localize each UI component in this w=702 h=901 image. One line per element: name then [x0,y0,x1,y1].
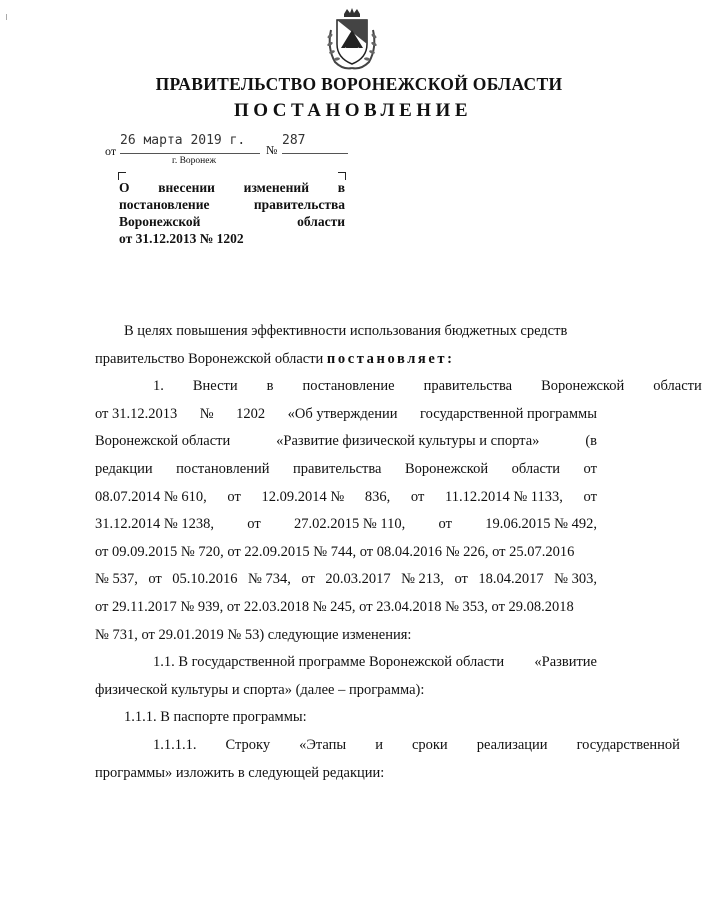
paragraph-1-1-line-2: физической культуры и спорта» (далее – программа): [95,681,425,698]
subject-word: правительства [253,197,345,212]
word: «Развитие физической культуры и спорта» [276,433,540,450]
subject-reference: от 31.12.2013 № 1202 [119,231,244,246]
word: 05.10.2016 [172,571,238,588]
scan-mark [6,14,9,20]
document-date: 26 марта 2019 г. [120,133,260,154]
word: правительства [423,378,513,395]
paragraph-1-line-9: от 29.11.2017 № 939, от 22.03.2018 № 245, от 23.04.2018 № 353, от 29.08.2018 [95,598,574,615]
word: 20.03.2017 [325,571,391,588]
word: 19.06.2015 № 492, [485,516,597,533]
word: № 213, [401,571,444,588]
word: от [583,488,597,505]
word: реализации [476,736,548,753]
word: 31.12.2014 № 1238, [95,516,214,533]
subject-word: внесении [158,180,215,195]
paragraph-1-line-5 [95,484,597,512]
word: постановлений [176,460,270,477]
paragraph-1-1-1-1-line-1 [95,732,680,760]
paragraph-1-1-1-1-line-2: программы» изложить в следующей редакции: [95,764,385,781]
word: № 303, [554,571,597,588]
word: 18.04.2017 [478,571,544,588]
word: 1.1.1.1. [153,736,197,753]
paragraph-1-line-3 [95,428,597,456]
word: Строку [225,736,271,753]
word: № 537, [95,571,138,588]
intro-line-2 [95,346,597,374]
paragraph-1-line-6 [95,511,597,539]
document-subject [119,179,345,247]
date-prefix: от [105,144,117,158]
word: от [583,460,597,477]
document-body [95,318,702,787]
word: от [301,571,315,588]
resolves-word: постановляет: [326,350,455,367]
word: 12.09.2014 № [261,488,345,505]
word: от [438,516,452,533]
government-title: ПРАВИТЕЛЬСТВО ВОРОНЕЖСКОЙ ОБЛАСТИ [155,74,563,94]
paragraph-1-line-10: № 731, от 29.01.2019 № 53) следующие изменения: [95,626,412,643]
word: постановление [302,378,395,395]
paragraph-1-1-line-1 [95,649,597,677]
word: 27.02.2015 № 110, [294,516,406,533]
word: (в [585,433,597,450]
paragraph-1-line-1 [95,373,702,401]
intro-text: правительство Воронежской области [95,350,324,367]
subject-word: О [119,180,130,195]
word: редакции [95,460,153,477]
word: области [653,378,702,395]
word: и [375,736,383,753]
subject-word: в [337,180,345,195]
number-label: № [266,143,278,157]
word: от [410,488,425,505]
word: «Об утверждении [287,405,398,422]
word: от [148,571,162,588]
paragraph-1-1-1: 1.1.1. В паспорте программы: [124,709,307,726]
word: «Этапы [299,736,347,753]
word: от [454,571,468,588]
word: 1.1. В государственной программе Воронежской области [153,654,505,671]
word: от 31.12.2013 [95,405,178,422]
document-number: 287 [282,133,348,154]
subject-word: постановление [119,197,210,212]
intro-line-1: В целях повышения эффективности использования бюджетных средств [124,323,568,339]
word: правительства [292,460,382,477]
word: 08.07.2014 № 610, [95,488,207,505]
word: «Развитие [534,654,597,671]
word: Воронежской [541,378,625,395]
subject-word: области [297,214,345,229]
word: государственной [576,736,680,753]
paragraph-1-line-2 [95,401,597,429]
word: № [199,405,214,422]
word: 1. [153,378,164,395]
coat-of-arms-icon [323,8,381,72]
word: 11.12.2014 № 1133, [444,488,563,505]
paragraph-1-line-8 [95,566,597,594]
word: от [247,516,261,533]
word: Внести [192,378,238,395]
word: Воронежской [404,460,489,477]
word: области [511,460,561,477]
paragraph-1-line-4 [95,456,597,484]
word: 836, [364,488,391,505]
word: сроки [411,736,448,753]
subject-word: изменений [243,180,309,195]
word: от [227,488,241,505]
word: в [266,378,274,395]
word: Воронежской области [95,433,231,450]
word: 1202 [236,405,266,422]
subject-word: Воронежской [119,214,201,229]
word: № 734, [248,571,291,588]
paragraph-1-line-7: от 09.09.2015 № 720, от 22.09.2015 № 744, от 08.04.2016 № 226, от 25.07.2016 [95,543,575,560]
word: государственной программы [420,405,597,422]
city: г. Воронеж [172,156,217,166]
document-type: ПОСТАНОВЛЕНИЕ [233,100,473,121]
